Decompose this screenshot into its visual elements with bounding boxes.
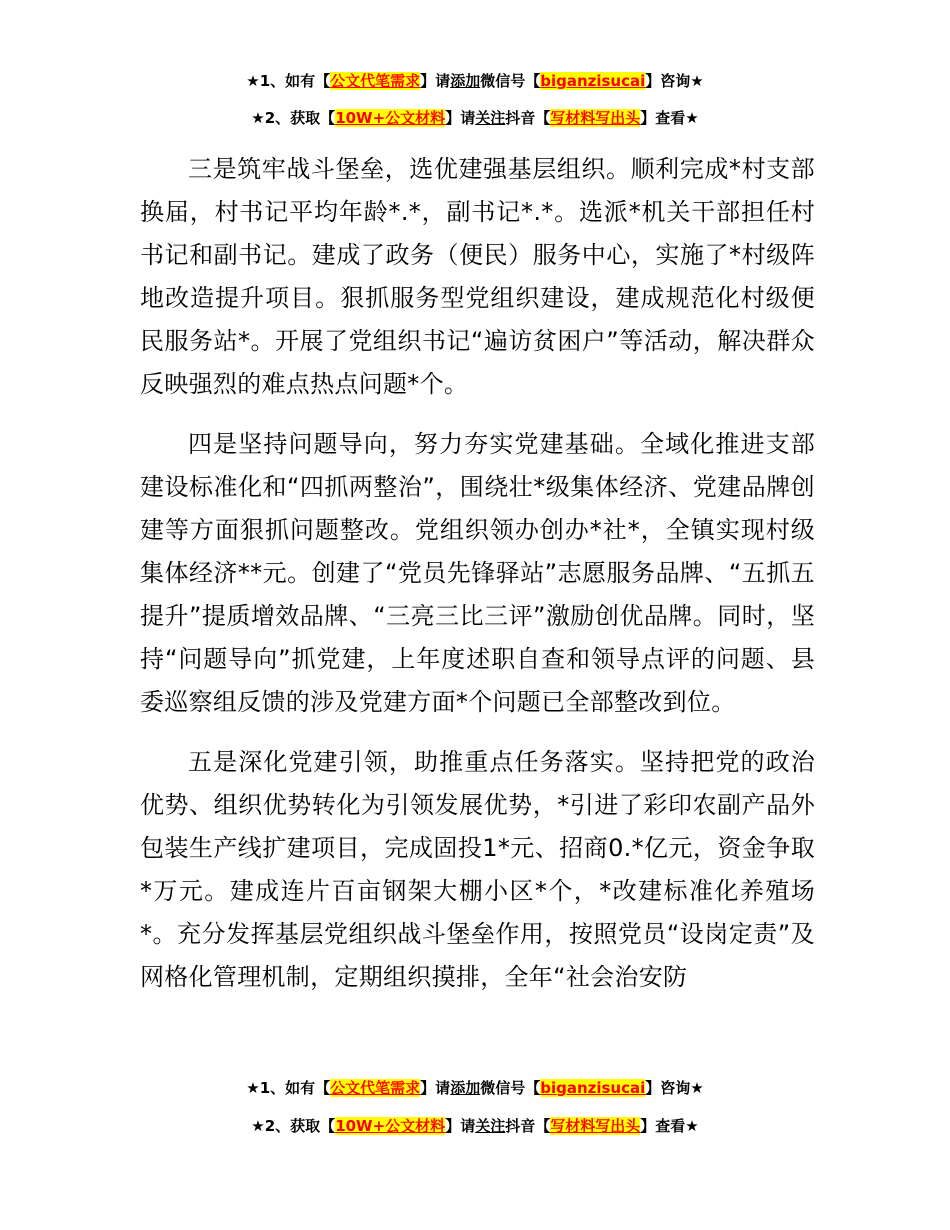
banner-text: 】咨询★ [645, 72, 704, 90]
banner-text: 】查看★ [640, 109, 699, 127]
banner-underlined-text: 添加 [450, 1079, 481, 1097]
banner-text: 微信号【 [480, 72, 541, 90]
banner-text: 】请 [445, 109, 476, 127]
banner-text: ★2、获取【 [251, 1117, 336, 1135]
banner-underlined-text: 关注 [475, 109, 506, 127]
header-banner-line-1 [0, 70, 950, 91]
footer-banner-line-2 [0, 1115, 950, 1136]
paragraph-three: 三是筑牢战斗堡垒，选优建强基层组织。顺利完成*村支部换届，村书记平均年龄*.*，副书记*.*。选派*机关干部担任村书记和副书记。建成了政务（便民）服务中心，实施了*村级阵地改造提升项目。狠抓服务型党组织建设，建成规范化村级便民服务站*。开展了党组织书记“遍访贫困户”等活动，解决群众反映强烈的难点热点问题*个。 [140, 155, 815, 398]
banner-text: 微信号【 [480, 1079, 541, 1097]
banner-text: 】请 [420, 1079, 451, 1097]
banner-text: 】请 [420, 72, 451, 90]
banner-highlight: 写材料写出头 [550, 109, 641, 127]
header-banner-line-2 [0, 107, 950, 128]
footer-banner-line-1 [0, 1077, 950, 1098]
paragraph-five: 五是深化党建引领，助推重点任务落实。坚持把党的政治优势、组织优势转化为引领发展优势，*引进了彩印农副产品外包装生产线扩建项目，完成固投1*元、招商0.*亿元，资金争取*万元。建成连片百亩钢架大棚小区*个，*改建标准化养殖场*。充分发挥基层党组织战斗堡垒作用，按照党员“设岗定责”及网格化管理机制，定期组织摸排，全年“社会治安防 [140, 748, 815, 991]
banner-highlight: 10W+公文材料 [335, 1117, 446, 1135]
banner-highlight: 10W+公文材料 [335, 109, 446, 127]
banner-highlight: 公文代笔需求 [330, 72, 421, 90]
banner-highlight: biganzisucai [540, 1079, 646, 1097]
banner-text: 抖音【 [505, 1117, 551, 1135]
banner-text: 】查看★ [640, 1117, 699, 1135]
banner-text: ★1、如有【 [246, 1079, 331, 1097]
banner-text: ★1、如有【 [246, 72, 331, 90]
banner-underlined-text: 添加 [450, 72, 481, 90]
banner-text: 抖音【 [505, 109, 551, 127]
banner-underlined-text: 关注 [475, 1117, 506, 1135]
paragraph-four: 四是坚持问题导向，努力夯实党建基础。全域化推进支部建设标准化和“四抓两整治”，围绕壮*级集体经济、党建品牌创建等方面狠抓问题整改。党组织领办创办*社*，全镇实现村级集体经济**元。创建了“党员先锋驿站”志愿服务品牌、“五抓五提升”提质增效品牌、“三亮三比三评”激励创优品牌。同时，坚持“问题导向”抓党建，上年度述职自查和领导点评的问题、县委巡察组反馈的涉及党建方面*个问题已全部整改到位。 [140, 430, 815, 716]
banner-text: 】请 [445, 1117, 476, 1135]
document-body [140, 148, 815, 1016]
banner-highlight: 写材料写出头 [550, 1117, 641, 1135]
banner-highlight: biganzisucai [540, 72, 646, 90]
banner-text: ★2、获取【 [251, 109, 336, 127]
banner-highlight: 公文代笔需求 [330, 1079, 421, 1097]
banner-text: 】咨询★ [645, 1079, 704, 1097]
